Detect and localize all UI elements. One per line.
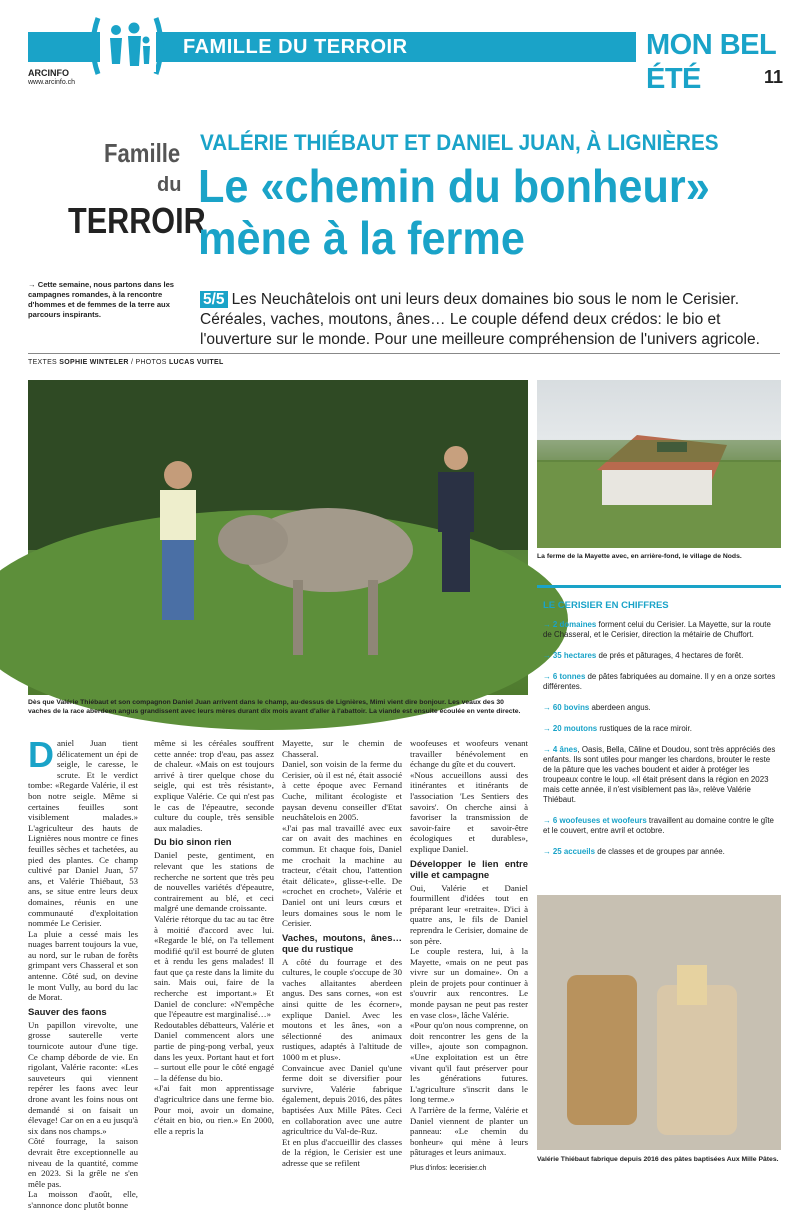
- fact-item: [543, 816, 781, 836]
- arrow-icon: →: [543, 703, 551, 712]
- photo-farm-mayette: [537, 380, 781, 548]
- fact-item: [543, 745, 781, 805]
- photo-couple-with-cow: [28, 380, 528, 695]
- body-column-4: [410, 738, 528, 1175]
- fact-highlight: 6 woofeuses et woofeurs: [552, 816, 647, 825]
- credits: [28, 359, 224, 366]
- body-paragraph: «Nous accueillons aussi des itinérantes et itinérants de l'association 'Les Sentiers des savoirs'. On cherche ainsi à favoriser la transmission de savoir-faire et savoir-être écologiques et durables», explique Daniel.: [410, 769, 528, 854]
- fact-item: [543, 724, 781, 734]
- body-column-1: [28, 734, 138, 1211]
- arrow-icon: →: [543, 847, 551, 856]
- kicker: VALÉRIE THIÉBAUT ET DANIEL JUAN, À LIGNIÈRES: [200, 130, 719, 155]
- headline: Le «chemin du bonheur» mène à la ferme: [198, 160, 710, 264]
- subheading: Sauver des faons: [28, 1006, 107, 1018]
- body-paragraph: La moisson d'août, elle, s'annonce donc plutôt bonne: [28, 1189, 138, 1210]
- caption-pasta-photo: Valérie Thiébaut fabrique depuis 2016 des pâtes baptisées Aux Mille Pâtes.: [537, 1156, 779, 1163]
- fact-item: [543, 847, 781, 857]
- subheading: Développer le lien entre ville et campagne: [410, 858, 528, 881]
- facts-list: [543, 620, 781, 868]
- fact-highlight: 60 bovins: [552, 703, 590, 712]
- body-paragraph: Un papillon virevolte, une grosse sauterelle verte tournicote autour d'une tige. Ce champ déborde de vie. En rigolant, Valérie raconte: «Les sauveteurs qui viennent repérer les faons avec leur drone avant les foins nous ont demandé si on faisait un élevage! Car on en a eu jusqu'à six dans nos champs.»: [28, 1019, 138, 1136]
- body-column-3: [282, 738, 402, 1169]
- body-paragraph: Mayette, sur le chemin de Chasseral.: [282, 738, 402, 759]
- fact-highlight: 25 accueils: [552, 847, 596, 856]
- arrow-icon: →: [543, 672, 551, 681]
- body-paragraph: Convaincue avec Daniel qu'une ferme doit se diversifier pour survivre, Valérie fabrique également, depuis 2016, des pâtes baptisées Aux Mille Pâtes. Ceci en collaboration avec une autre agricultrice du Val-de-Ruz.: [282, 1062, 402, 1137]
- fact-text: forment celui du Cerisier. La Mayette, sur la route de Chasseral, et le Cerisier, direction la métairie de Chuffort.: [543, 620, 771, 639]
- episode-badge: 5/5: [200, 291, 228, 308]
- body-paragraph: Le couple restera, lui, à la Mayette, «mais on ne peut pas vivre sur un domaine». On a plein de projets pour continuer à s'ouvrir aux rencontres. Le monde paysan ne peut pas rester en vase clos», lâche Valérie.: [410, 946, 528, 1020]
- fact-item: [543, 651, 781, 661]
- page-number: 11: [764, 67, 784, 87]
- fact-highlight: 35 hectares: [552, 651, 597, 660]
- caption-farm-photo: La ferme de la Mayette avec, en arrière-fond, le village de Nods.: [537, 553, 742, 560]
- body-paragraph: même si les céréales souffrent cette année: trop d'eau, pas assez de chaleur. «Mais on est toujours arrivé à tirer quelque chose du seigle, qui est très résistant», explique Valérie. Ce qui n'est pas le cas de l'épeautre, seconde culture du couple, très sensible aux maladies.: [154, 738, 274, 833]
- more-info-link[interactable]: Plus d'infos: lecerisier.ch: [410, 1164, 487, 1172]
- series-label-du: du: [157, 174, 182, 196]
- body-paragraph: A côté du fourrage et des cultures, le couple s'occupe de 30 vaches allaitantes aberdeen angus. Des sans cornes, «on est ainsi quitte de les écorner», explique Daniel. Avec les moutons et les ânes, «on a sélectionné des animaux rustiques, adaptés à l'altitude de 1000 m et plus».: [282, 956, 402, 1063]
- family-logo-icon: [88, 14, 166, 76]
- photo-illustration: [537, 380, 781, 548]
- fact-text: rustiques de la race miroir.: [597, 724, 692, 733]
- body-paragraph: «J'ai fait mon apprentissage d'agricultrice dans une ferme bio. Pour moi, avoir un domaine, c'était en bio, ou rien.» En 2000, elle a repris la: [154, 1083, 274, 1136]
- body-paragraph: Daniel peste, gentiment, en relevant que les stations de recherche ne sortent que très peu de nouvelles variétés d'épeautre, contrairement au blé, et ceci malgré une demande croissante.: [154, 850, 274, 914]
- fact-highlight: 20 moutons: [552, 724, 598, 733]
- body-paragraph: A l'arrière de la ferme, Valérie et Daniel viennent de planter un panneau: «Le chemin du bonheur» qui mène à leurs pâturages et leurs animaux.: [410, 1105, 528, 1158]
- body-paragraph: La pluie a cessé mais les nuages barrent toujours la vue, au nord, sur le ruban de forêts grimpant vers Chasseral et son antenne. Côté sud, on devine le mont Vully, au bord du lac de Morat.: [28, 928, 138, 1003]
- body-paragraph: Oui, Valérie et Daniel fourmillent d'idées tout en préparant leur «retraite». D'ici à quatre ans, le fils de Daniel reprendra le Cerisier, domaine de son père.: [410, 882, 528, 946]
- subheading: Vaches, moutons, ânes… que du rustique: [282, 932, 402, 955]
- photo-illustration: [28, 380, 528, 695]
- photo-pasta-jars: [537, 895, 781, 1150]
- series-label-famille: Famille: [104, 138, 181, 168]
- body-paragraph: Redoutables débatteurs, Valérie et Daniel commencent alors une partie de ping-pong verbal, yeux dans les yeux. Portant haut et fort – surtout elle pour le côté engagé – la défense du bio.: [154, 1019, 274, 1083]
- credits-author: SOPHIE WINTELER: [59, 359, 129, 366]
- body-column-2: [154, 738, 274, 1136]
- fact-item: [543, 620, 781, 640]
- fact-item: [543, 672, 781, 692]
- series-intro: → Cette semaine, nous partons dans les campagnes romandes, à la rencontre d'hommes et de femmes de la terre aux parcours inspirants.: [28, 280, 175, 319]
- subheading: Du bio sinon rien: [154, 837, 232, 849]
- arrow-icon: →: [543, 651, 551, 660]
- fact-item: [543, 703, 781, 713]
- credits-photographer: LUCAS VUITEL: [168, 359, 224, 366]
- sidebar-rule: [537, 585, 781, 588]
- body-paragraph: Et en plus d'accueillir des classes de la région, le Cerisier est une adresse que se refilent: [282, 1136, 402, 1168]
- credits-texts-label: TEXTES: [28, 359, 58, 366]
- body-paragraph: Valérie rétorque du tac au tac être à moitié d'accord avec lui. «Regarde le blé, on l'a tellement modifié qu'il est bourré de gluten et à rendu les gens malades! Il faut que ça reste dans la limite du sain. Mais oui, faire de la recherche est important.» Et Daniel de conclure: «N'empêche que l'épeautre est marginalisé…»: [154, 913, 274, 1020]
- arrow-icon: →: [543, 816, 551, 825]
- brand: ARCINFO: [28, 68, 69, 78]
- fact-text: travaillent au domaine contre le gîte et le couvert, entre avril et octobre.: [543, 816, 774, 835]
- arrow-icon: →: [543, 620, 551, 629]
- fact-text: , Oasis, Bella, Câline et Doudou, sont très appréciés des enfants. Ils sont utiles pour manger les chardons, brouter le reste de la pâture que les vaches boudent et aider à protéger les troupeaux contre le loup. «Il était présent dans la région en 2023 mais cette année, il n'est visiblement pas là», relève Valérie Thiébaut.: [543, 745, 776, 804]
- lead-text: Les Neuchâtelois ont uni leurs deux domaines bio sous le nom le Cerisier. Céréales, vaches, moutons, ânes… Le couple défend deux crédos: le bio et l'ouverture sur le monde. Pour une meilleure compréhension de l'univers agricole.: [200, 291, 760, 348]
- fact-highlight: 4 ânes: [552, 745, 578, 754]
- fact-text: aberdeen angus.: [589, 703, 651, 712]
- fact-text: de classes et de groupes par année.: [595, 847, 725, 856]
- divider: [28, 353, 780, 354]
- arrow-icon: →: [543, 724, 551, 733]
- credits-photos-label: / PHOTOS: [130, 359, 167, 366]
- fact-highlight: 2 domaines: [552, 620, 597, 629]
- lead-paragraph: [200, 290, 790, 350]
- body-paragraph: Côté fourrage, la saison devrait être exceptionnelle au niveau de la quantité, comme en 2023. Si la grêle ne s'en mêle pas.: [28, 1136, 138, 1189]
- body-paragraph: «Pour qu'on nous comprenne, on doit rencontrer les gens de la ville», ajoute son compagnon. «Une exploitation est un être vivant qu'il faut préserver pour les générations futures. L'agriculture s'inscrit dans le long terme.»: [410, 1020, 528, 1105]
- body-paragraph: woofeuses et woofeurs venant travailler bénévolement en échange du gîte et du couvert.: [410, 738, 528, 770]
- brand-url[interactable]: www.arcinfo.ch: [28, 79, 76, 86]
- fact-highlight: 6 tonnes: [552, 672, 586, 681]
- body-paragraph: «J'ai pas mal travaillé avec eux car on avait des machines en commun. Et chaque fois, Daniel me crochait la machine au tracteur, c'était chou, l'attention était délicate», glisse-t-elle. De «crochet en crochet», Valérie et Daniel ont uni leurs cœurs et leurs domaines sous le nom le Cerisier.: [282, 822, 402, 929]
- photo-illustration: [537, 895, 781, 1150]
- fact-text: de prés et pâturages, 4 hectares de forêt.: [596, 651, 744, 660]
- sidebar-title: LE CERISIER EN CHIFFRES: [543, 600, 669, 611]
- caption-main-photo: Dès que Valérie Thiébaut et son compagnon Daniel Juan arrivent dans le champ, au-dessus de Lignières, Mimi vient dire bonjour. Les veaux des 30 vaches de la race aberdeen angus grandissent avec leurs mères durant dix mois avant d'aller à l'abattoir. La viande est ensuite écoulée en vente directe.: [28, 699, 521, 715]
- drop-cap: D: [28, 734, 54, 775]
- body-paragraph: Daniel, son voisin de la ferme du Cerisier, où il est né, était associé à cette époque avec Fernand Cuche, militant écologiste et paysan devenu conseiller d'Etat neuchâtelois en 2005.: [282, 759, 402, 823]
- body-paragraph: aniel Juan tient délicatement un épi de seigle, le caresse, le scrute. Et le verdict tombe: «Regarde Valérie, il est bon notre seigle. Même si certaines feuilles sont visiblement malades.» L'agriculteur des hauts de Lignières nous montre ce fines feuilles sèches et tachetées, au pied des plantes. Ce champ cultivé par Daniel Juan, 57 ans, et Valérie Thiébaut, 53 ans, se situe entre leurs deux domaines, réunis en une communauté d'exploitation nommée Le Cerisier.: [28, 738, 138, 929]
- section-title: FAMILLE DU TERROIR: [183, 36, 408, 58]
- series-label-terroir: TERROIR: [68, 200, 206, 241]
- arrow-icon: →: [543, 745, 551, 754]
- fact-text: de pâtes fabriquées au domaine. Il y en a onze sortes différentes.: [543, 672, 776, 691]
- series-title: MON BEL ÉTÉ: [646, 29, 776, 95]
